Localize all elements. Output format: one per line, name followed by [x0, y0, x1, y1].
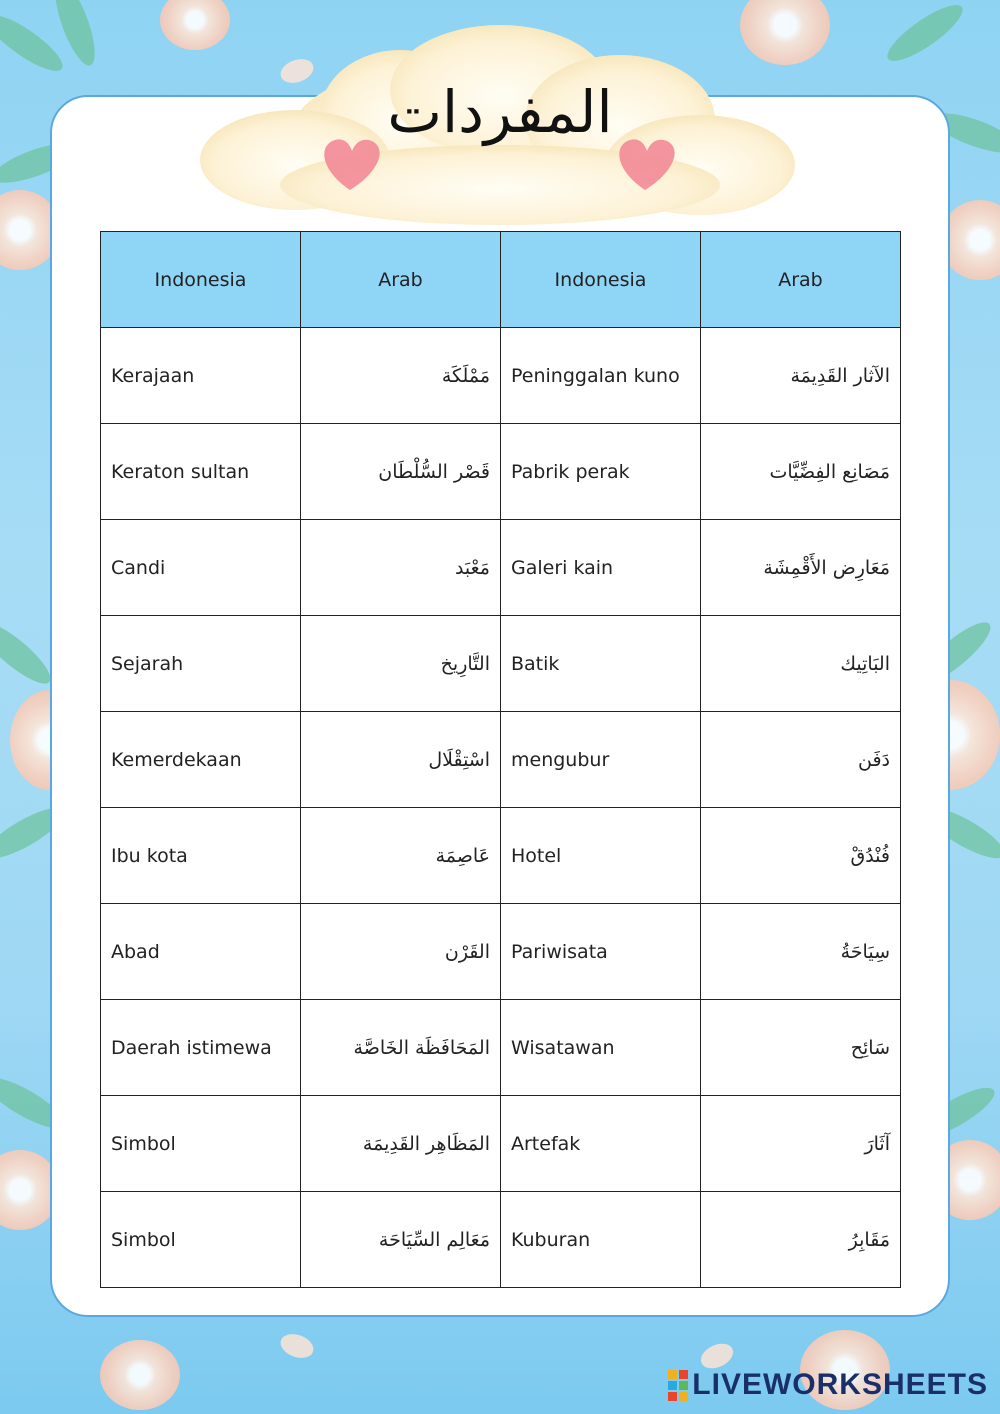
table-row	[101, 1000, 901, 1096]
indonesian-word: Peninggalan kuno	[501, 328, 701, 424]
table-row	[101, 904, 901, 1000]
arabic-word: اسْتِقْلَال	[301, 712, 501, 808]
table-row	[101, 1096, 901, 1192]
arabic-word: مَمْلَكَة	[301, 328, 501, 424]
arabic-word: المَظَاهِر القَدِيمَة	[301, 1096, 501, 1192]
liveworksheets-brand[interactable]	[668, 1368, 988, 1402]
table-row	[101, 808, 901, 904]
arabic-word: مَقَابِرُ	[701, 1192, 901, 1288]
indonesian-word: Artefak	[501, 1096, 701, 1192]
arabic-word: سِيَاحَةُ	[701, 904, 901, 1000]
arabic-word: البَاتِيك	[701, 616, 901, 712]
arabic-word: مَعَارِض الأَقْمِشَة	[701, 520, 901, 616]
indonesian-word: Wisatawan	[501, 1000, 701, 1096]
indonesian-word: Kemerdekaan	[101, 712, 301, 808]
table-row	[101, 328, 901, 424]
page-title: المفردات	[387, 78, 613, 146]
indonesian-word: Sejarah	[101, 616, 301, 712]
arabic-word: آثَارَ	[701, 1096, 901, 1192]
indonesian-word: Kuburan	[501, 1192, 701, 1288]
table-row	[101, 520, 901, 616]
arabic-word: التَّارِيخ	[301, 616, 501, 712]
header-cell: Indonesia	[101, 232, 301, 328]
indonesian-word: Abad	[101, 904, 301, 1000]
brand-name: LIVEWORKSHEETS	[692, 1368, 988, 1401]
arabic-word: الآثار القَدِيمَة	[701, 328, 901, 424]
indonesian-word: mengubur	[501, 712, 701, 808]
arabic-word: دَفَن	[701, 712, 901, 808]
header-cell: Arab	[701, 232, 901, 328]
indonesian-word: Simbol	[101, 1096, 301, 1192]
indonesian-word: Daerah istimewa	[101, 1000, 301, 1096]
table-row	[101, 1192, 901, 1288]
liveworksheets-logo-icon	[668, 1370, 688, 1401]
indonesian-word: Pabrik perak	[501, 424, 701, 520]
header-cell: Arab	[301, 232, 501, 328]
indonesian-word: Ibu kota	[101, 808, 301, 904]
indonesian-word: Kerajaan	[101, 328, 301, 424]
arabic-word: عَاصِمَة	[301, 808, 501, 904]
table-row	[101, 616, 901, 712]
indonesian-word: Candi	[101, 520, 301, 616]
arabic-word: المَحَافَظَة الخَاصَّة	[301, 1000, 501, 1096]
table-row	[101, 712, 901, 808]
table-row	[101, 424, 901, 520]
indonesian-word: Pariwisata	[501, 904, 701, 1000]
arabic-word: فُنْدُقْ	[701, 808, 901, 904]
header-cell: Indonesia	[501, 232, 701, 328]
arabic-word: سَائِح	[701, 1000, 901, 1096]
indonesian-word: Hotel	[501, 808, 701, 904]
arabic-word: مَصَانِع الفِضِّيَّات	[701, 424, 901, 520]
indonesian-word: Simbol	[101, 1192, 301, 1288]
vocabulary-table	[100, 231, 901, 1288]
arabic-word: مَعَالِم السِّيَاحَة	[301, 1192, 501, 1288]
arabic-word: قَصْر السُّلْطَان	[301, 424, 501, 520]
table-header-row	[101, 232, 901, 328]
indonesian-word: Batik	[501, 616, 701, 712]
indonesian-word: Galeri kain	[501, 520, 701, 616]
indonesian-word: Keraton sultan	[101, 424, 301, 520]
arabic-word: مَعْبَد	[301, 520, 501, 616]
arabic-word: القَرْن	[301, 904, 501, 1000]
